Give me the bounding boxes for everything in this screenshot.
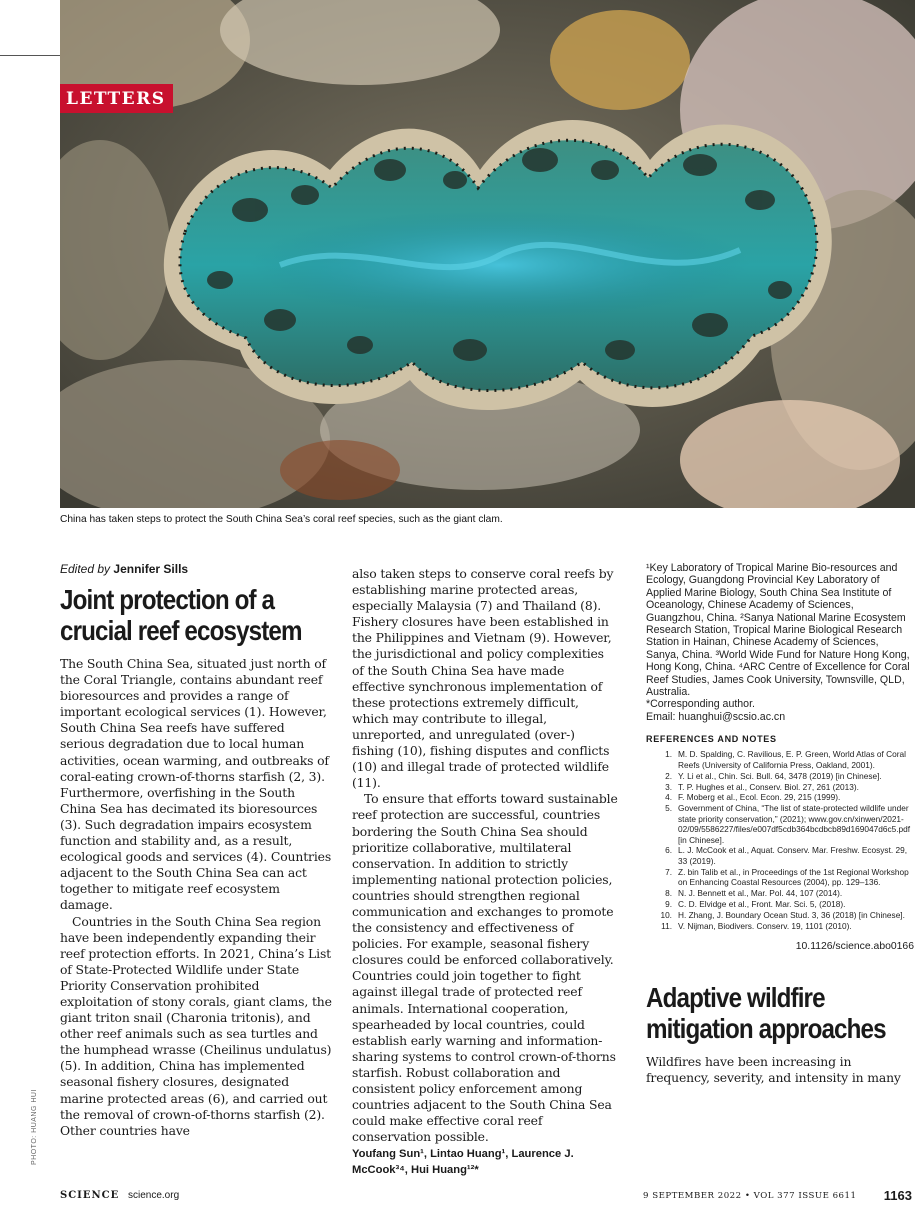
reference-item: 7. Z. bin Talib et al., in Proceedings of the 1st Regional Workshop on Enhancing Coastal Resources (2004), pp. 129–136.: [665, 866, 909, 888]
column-1: [60, 562, 332, 1139]
reference-item: 1. M. D. Spalding, C. Ravilious, E. P. Green, World Atlas of Coral Reefs (University of California Press, Oakland, 2001).: [665, 749, 906, 770]
photo-credit: PHOTO: HUANG HUI: [31, 1089, 38, 1165]
top-rule: [0, 55, 60, 56]
letter-1-paragraph-1: The South China Sea, situated just north of the Coral Triangle, contains abundant reef bioresources and provides a range of important ecological services (1). However, South China Sea reefs have suffered serious degradation due to local human activities, ocean warming, and outbreaks of coral-eating crown-of-thorns starfish (2, 3). Furthermore, overfishing in the South China Sea has decimated its bioresources (3). Such degradation impairs ecosystem function and stability and, as a result, ecological goods and services (4). Countries adjacent to the South China Sea can act together to mitigate reef ecosystem damage.: [60, 656, 332, 913]
letter-1-title: Joint protection of a crucial reef ecosystem: [60, 584, 302, 646]
letter-1-authors: Youfang Sun¹, Lintao Huang¹, Laurence J. McCook³⁴, Hui Huang¹²*: [352, 1148, 574, 1177]
letter-1-paragraph-4: To ensure that efforts toward sustainable reef protection are successful, countries bordering the South China Sea should prioritize collaborative, multilateral conservation. In addition to strictly implementing national protection policies, countries should strengthen regional communication and exchanges to promote the consistency and effectiveness of policies. For example, seasonal fishery closures could be enforced collaboratively. Countries could join together to fight against illegal trade of protected reef animals. International cooperation, spearheaded by local countries, could establish early warning and information-sharing systems to control crown-of-thorns starfish. Robust collaboration and consistent policy enforcement among countries adjacent to the South China Sea could make effective coral reef conservation possible.: [352, 791, 618, 1145]
edited-by: [60, 562, 332, 576]
edited-by-prefix: Edited by: [60, 562, 111, 576]
references-heading: REFERENCES AND NOTES: [646, 734, 777, 745]
section-badge: LETTERS: [60, 84, 173, 113]
reference-item: 3. T. P. Hughes et al., Conserv. Biol. 27, 261 (2013).: [665, 781, 859, 792]
page-number: 1163: [883, 1188, 912, 1203]
issue-info: 9 SEPTEMBER 2022 • VOL 377 ISSUE 6611: [643, 1191, 857, 1201]
column-3: [646, 562, 914, 1086]
reference-item: 10. H. Zhang, J. Boundary Ocean Stud. 3, 36 (2018) [in Chinese].: [660, 909, 905, 920]
letter-2-title: Adaptive wildfire mitigation approaches: [646, 982, 886, 1045]
column-2: [352, 566, 618, 1178]
letter-1-paragraph-2: Countries in the South China Sea region have been independently expanding their reef protection efforts. In 2021, China’s List of State-Protected Wildlife under State Priority Conservation prohibited exploitation of stony corals, giant clams, the giant triton snail (Charonia tritonis), and other reef animals such as sea turtles and the humphead wrasse (Cheilinus undulatus) (5). In addition, China has implemented seasonal fishery closures, designated marine protected areas (6), and carried out the removal of crown-of-thorns starfish (2). Other countries have: [60, 913, 332, 1138]
photo-caption: China has taken steps to protect the South China Sea’s coral reef species, such as the giant clam.: [60, 514, 503, 525]
doi-link[interactable]: 10.1126/science.abo0166: [795, 941, 914, 953]
giant-clam-photo: [60, 0, 915, 508]
editor-name: Jennifer Sills: [113, 562, 189, 576]
reference-item: 4. F. Moberg et al., Ecol. Econ. 29, 215 (1999).: [665, 792, 841, 803]
journal-url[interactable]: science.org: [128, 1190, 180, 1201]
reference-item: 9. C. D. Elvidge et al., Front. Mar. Sci. 5, (2018).: [665, 898, 846, 909]
letter-1-paragraph-3: also taken steps to conserve coral reefs by establishing marine protected areas, especially Malaysia (7) and Thailand (8). Fishery closures have been established in the Philippines and Vietnam (9). However, the jurisdictional and policy complexities of the South China Sea have made effective synchronous implementation of these protections extremely difficult, which may contribute to illegal, unreported, and unregulated (over-) fishing (10), fishing disputes and conflicts (10) and illegal trade of protected wildlife (11).: [352, 566, 614, 791]
reference-item: 11. V. Nijman, Biodivers. Conserv. 19, 1101 (2010).: [661, 920, 852, 931]
reference-list: [646, 749, 914, 931]
author-affiliations: ¹Key Laboratory of Tropical Marine Bio-resources and Ecology, Guangdong Provincial Key Laboratory of Applied Marine Biology, South China Sea Institute of Oceanology, Chinese Academy of Sciences, Guangzhou, China. ²Sanya National Marine Ecosystem Research Station, Tropical Marine Biological Research Station in Hainan, Chinese Academy of Sciences, Sanya, China. ³World Wide Fund for Nature Hong Kong, Hong Kong, China. ⁴ARC Centre of Excellence for Coral Reef Studies, James Cook University, Townsville, QLD, Australia.: [646, 562, 910, 699]
journal-name: SCIENCE: [60, 1190, 120, 1201]
reference-item: 6. L. J. McCook et al., Aquat. Conserv. Mar. Freshw. Ecosyst. 29, 33 (2019).: [665, 845, 908, 866]
reference-item: 8. N. J. Bennett et al., Mar. Pol. 44, 107 (2014).: [665, 888, 843, 899]
page-footer: [60, 1187, 915, 1209]
reference-item: 5. Government of China, “The list of state-protected wildlife under state priority conservation,” (2021); www.gov.cn/xinwen/2021-02/09/5586227/files/e007df5cdb364bcdbcb89d169047d6c5.pdf [in Chinese].: [665, 803, 911, 845]
author-email[interactable]: Email: huanghui@scsio.ac.cn: [646, 710, 786, 723]
reference-item: 2. Y. Li et al., Chin. Sci. Bull. 64, 3478 (2019) [in Chinese].: [665, 770, 882, 781]
corresponding-author: *Corresponding author.: [646, 698, 755, 711]
letter-2-paragraph-1: Wildfires have been increasing in frequency, severity, and intensity in many: [646, 1054, 901, 1086]
